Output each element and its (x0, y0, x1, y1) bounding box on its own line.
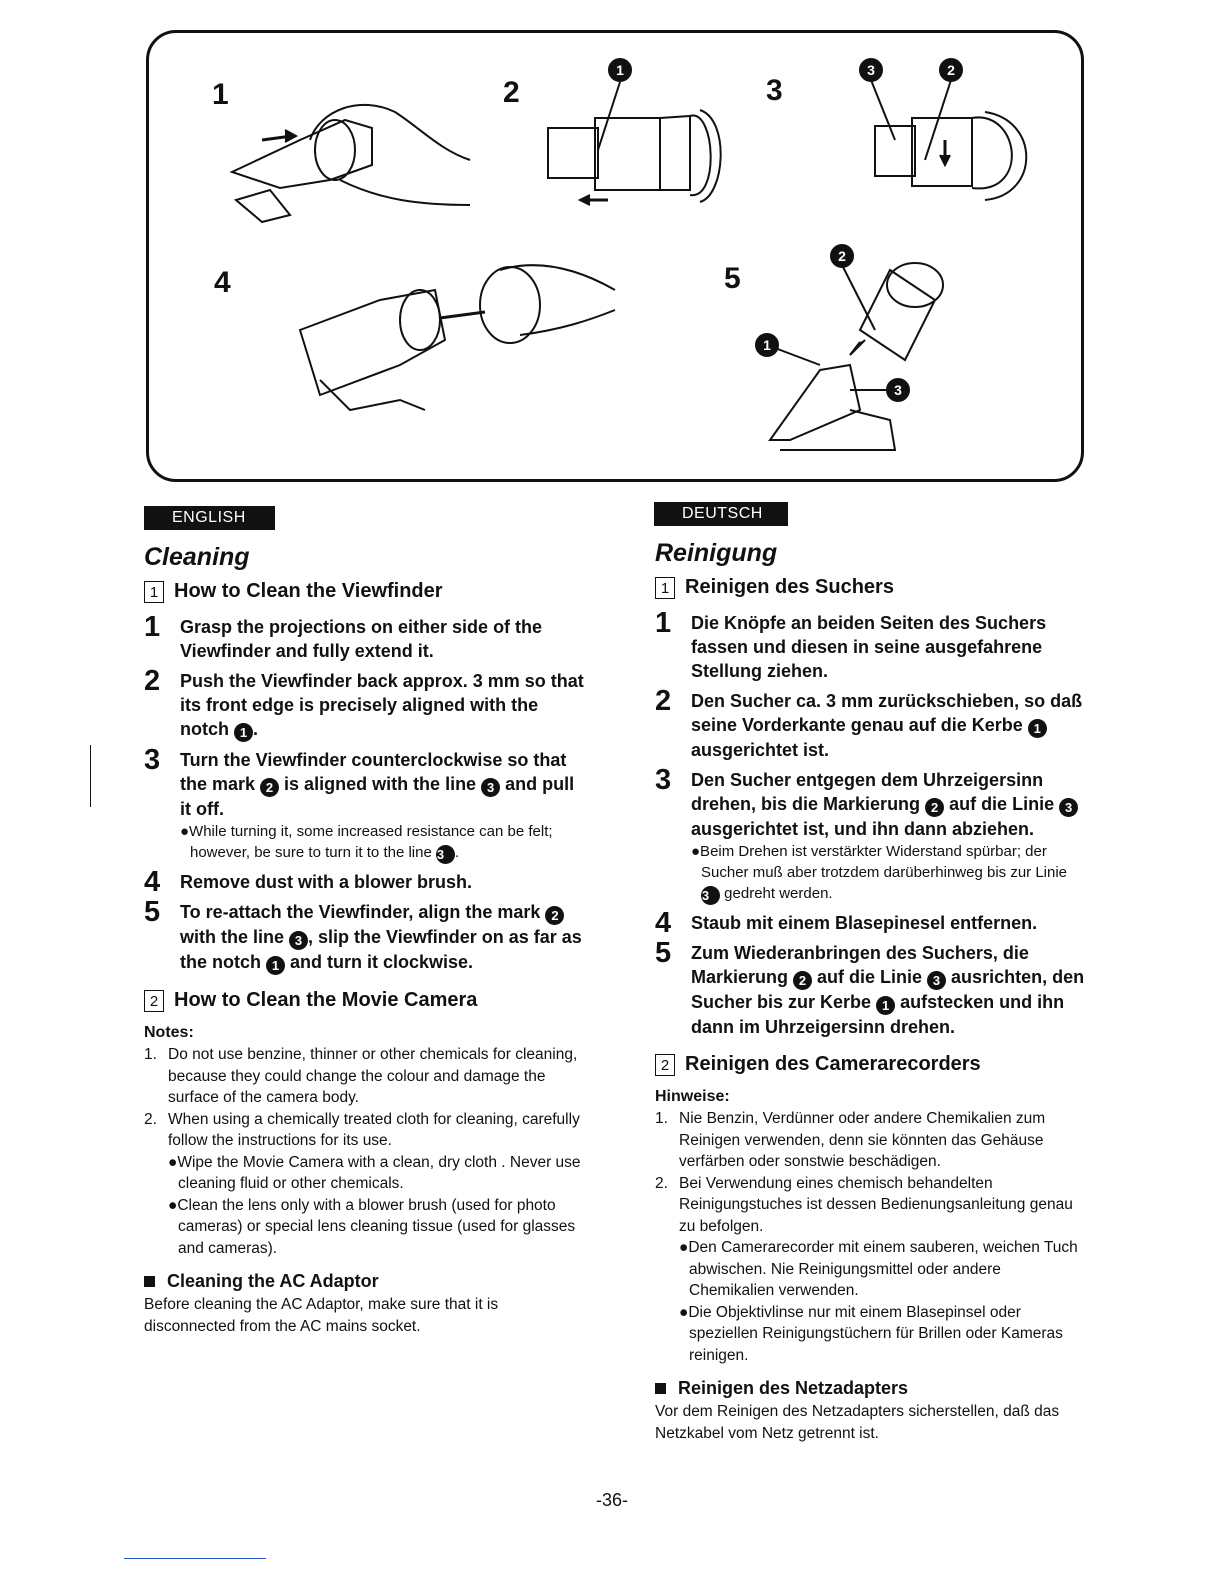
step-text: Staub mit einem Blasepinesel entfernen. (691, 913, 1038, 933)
ac-adaptor-text: Before cleaning the AC Adaptor, make sure that it is disconnected from the AC mains socket. (144, 1296, 499, 1335)
note-bullet: ●Die Objektivlinse nur mit einem Blasepinsel oder speziellen Reinigungstüchern für Brillen oder Kameras reinigen. (679, 1303, 1063, 1364)
viewfinder-illustrations (0, 0, 1224, 490)
subheading-number: 2 (655, 1054, 675, 1076)
ac-adaptor-text: Vor dem Reinigen des Netzadapters sicherstellen, daß das Netzkabel vom Netz getrennt ist. (655, 1403, 1060, 1442)
callout-1: 1 (616, 62, 624, 78)
viewfinder-pushback-drawing (548, 59, 721, 205)
callout-marker: 1 (876, 996, 895, 1015)
callout-marker: 2 (793, 971, 812, 990)
step-text: Remove dust with a blower brush. (180, 872, 473, 892)
step-item (655, 764, 1085, 905)
step-text: Zum Wiederanbringen des Suchers, die Markierung 2 auf die Linie 3 ausrichten, den Sucher bis zur Kerbe 1 aufstecken und ihn dann im Uhrzeigersinn drehen. (691, 943, 1085, 1037)
notes-heading: Notes: (144, 1024, 194, 1041)
step-text: Push the Viewfinder back approx. 3 mm so that its front edge is precisely aligned with the notch 1 . (180, 671, 584, 740)
subheading-number: 2 (144, 990, 164, 1012)
step-item (144, 611, 584, 663)
step-item (655, 685, 1085, 762)
subheading-viewfinder (144, 580, 584, 603)
callout-marker: 2 (925, 798, 944, 817)
subheading-viewfinder (655, 576, 1085, 599)
step-number: 2 (144, 665, 161, 697)
callout-marker: 2 (260, 778, 279, 797)
note-item: 1. Do not use benzine, thinner or other chemicals for cleaning, because they could change the colour and damage the surface of the camera body. (144, 1046, 578, 1106)
step-number: 4 (144, 866, 161, 898)
step-number: 1 (144, 611, 161, 643)
note-item: 2. When using a chemically treated cloth for cleaning, carefully follow the instructions for its use. (144, 1110, 580, 1149)
step-number: 5 (655, 937, 672, 969)
step-number: 4 (655, 907, 672, 939)
callout-marker: 2 (545, 906, 564, 925)
ac-adaptor-heading: Reinigen des Netzadapters (655, 1378, 1085, 1399)
callout-3: 3 (867, 62, 875, 78)
subheading-number: 1 (655, 577, 675, 599)
figure-step-label: 4 (214, 266, 231, 299)
callout-marker: 3 (701, 886, 720, 905)
step-item (144, 896, 584, 975)
callout-marker: 3 (289, 931, 308, 950)
note-bullet: ●Den Camerarecorder mit einem sauberen, weichen Tuch abwischen. Nie Reinigungsmittel oder andere Chemikalien verwenden. (679, 1239, 1078, 1299)
section-title: Reinigung (655, 539, 778, 567)
callout-2: 2 (838, 248, 846, 264)
step-number: 3 (655, 764, 672, 796)
step-item (655, 937, 1085, 1039)
step-text: Turn the Viewfinder counterclockwise so that the mark 2 is aligned with the line 3 and pull it off. ●While turning it, some increased resistance can be felt; however, be sure to turn it to the line 3 . (180, 748, 584, 864)
step-text: To re-attach the Viewfinder, align the mark 2 with the line 3 , slip the Viewfinder on as far as the notch 1 and turn it clockwise. (180, 902, 582, 973)
callout-marker: 3 (1059, 798, 1078, 817)
note-item: 1. Nie Benzin, Verdünner oder andere Chemikalien zum Reinigen verwenden, denn sie könnten das Gehäuse verfärben oder sonstwie beschädigen. (655, 1110, 1046, 1170)
square-bullet-icon (144, 1276, 155, 1287)
callout-marker: 3 (436, 845, 455, 864)
page-number: -36- (595, 1490, 628, 1510)
figure-step-label: 2 (503, 76, 520, 109)
hand-extending-viewfinder-drawing (232, 105, 470, 222)
step-item (144, 866, 584, 898)
notes-heading: Hinweise: (655, 1088, 730, 1105)
step-number: 3 (144, 744, 161, 776)
step-text: Die Knöpfe an beiden Seiten des Suchers fassen und diesen in seine ausgefahrene Stellung ziehen. (691, 613, 1047, 681)
english-language-tag: ENGLISH (144, 506, 275, 530)
callout-marker: 3 (481, 778, 500, 797)
figure-step-label: 3 (766, 74, 783, 107)
viewfinder-rotate-drawing (860, 59, 1026, 200)
callout-3: 3 (894, 382, 902, 398)
subheading-text: How to Clean the Viewfinder (174, 580, 443, 602)
viewfinder-reattach-drawing (756, 245, 943, 450)
step-item (655, 607, 1085, 683)
step-text: Den Sucher ca. 3 mm zurückschieben, so daß seine Vorderkante genau auf die Kerbe 1 ausgerichtet ist. (691, 691, 1083, 760)
step-item (655, 907, 1085, 939)
notes-list (144, 1044, 584, 1259)
section-title: Cleaning (144, 543, 250, 571)
deutsch-column (655, 539, 1085, 1444)
subheading-text: Reinigen des Suchers (685, 576, 894, 598)
callout-marker: 1 (266, 956, 285, 975)
step-note: ●While turning it, some increased resistance can be felt; however, be sure to turn it to the line 3 . (180, 823, 553, 862)
callout-marker: 1 (234, 723, 253, 742)
subheading-text: Reinigen des Camerarecorders (685, 1053, 981, 1075)
step-number: 2 (655, 685, 672, 717)
square-bullet-icon (655, 1383, 666, 1394)
step-note: ●Beim Drehen ist verstärkter Widerstand spürbar; der Sucher muß aber trotzdem darüberhinweg bis zur Linie 3 gedreht werden. (691, 843, 1068, 903)
step-text: Den Sucher entgegen dem Uhrzeigersinn drehen, bis die Markierung 2 auf die Linie 3 ausgerichtet ist, und ihn dann abziehen. ●Beim Drehen ist verstärkter Widerstand spürbar; der Sucher muß aber trotzdem darüberhinweg bis zur Linie 3 gedreht werden. (691, 768, 1085, 905)
notes-list (655, 1108, 1085, 1366)
callout-marker: 1 (1028, 719, 1047, 738)
step-number: 1 (655, 607, 672, 639)
blower-brush-cleaning-drawing (300, 265, 615, 410)
figure-step-label: 1 (212, 78, 229, 111)
ac-adaptor-heading: Cleaning the AC Adaptor (144, 1271, 584, 1292)
footer-rule (124, 1558, 266, 1559)
step-text: Grasp the projections on either side of the Viewfinder and fully extend it. (180, 617, 543, 661)
callout-1: 1 (763, 337, 771, 353)
subheading-camerarecorder (655, 1053, 1085, 1076)
step-item (144, 744, 584, 864)
subheading-text: How to Clean the Movie Camera (174, 989, 478, 1011)
subheading-number: 1 (144, 581, 164, 603)
step-item (144, 665, 584, 742)
margin-rule (90, 745, 91, 807)
note-bullet: ●Clean the lens only with a blower brush (used for photo cameras) or special lens cleaning tissue (used for glasses and cameras). (168, 1196, 576, 1257)
note-bullet: ●Wipe the Movie Camera with a clean, dry cloth . Never use cleaning fluid or other chemicals. (168, 1153, 581, 1192)
deutsch-language-tag: DEUTSCH (654, 502, 788, 526)
english-column (144, 543, 584, 1337)
step-number: 5 (144, 896, 161, 928)
callout-2: 2 (947, 62, 955, 78)
note-item: 2. Bei Verwendung eines chemisch behandelten Reinigungstuches ist dessen Bedienungsanleitung genau zu befolgen. (655, 1174, 1073, 1235)
figure-step-label: 5 (724, 262, 741, 295)
callout-marker: 3 (927, 971, 946, 990)
subheading-movie-camera (144, 989, 584, 1012)
